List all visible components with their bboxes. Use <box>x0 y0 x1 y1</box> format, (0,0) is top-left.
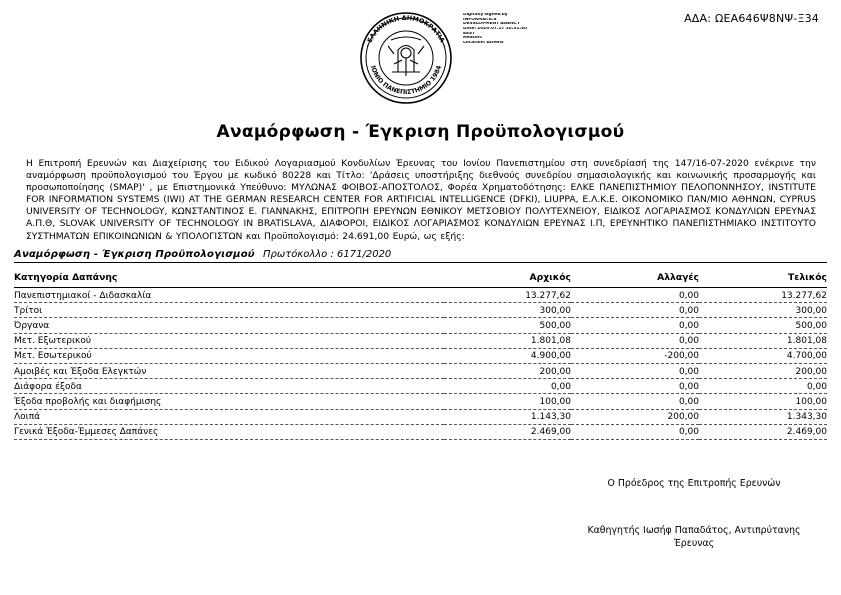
table-cell-category: Αμοιβές και Έξοδα Ελεγκτών <box>14 363 444 378</box>
table-cell-change: 200,00 <box>571 409 699 424</box>
table-row <box>14 288 827 303</box>
table-cell-change: 0,00 <box>571 394 699 409</box>
table-cell-category: Όργανα <box>14 318 444 333</box>
column-header-change: Αλλαγές <box>571 271 699 288</box>
stamp-line-1: Digitally signed by <box>463 13 508 17</box>
table-cell-final: 0,00 <box>699 379 827 394</box>
table-row <box>14 333 827 348</box>
table-cell-initial: 500,00 <box>444 318 571 333</box>
section-title: Αναμόρφωση - Έγκριση Προϋπολογισμού <box>14 249 255 260</box>
signatory-name <box>560 524 828 550</box>
page-title: Αναμόρφωση - Έγκριση Προϋπολογισμού <box>216 122 625 142</box>
table-cell-final: 300,00 <box>699 303 827 318</box>
table-cell-category: Λοιπά <box>14 409 444 424</box>
table-cell-change: 0,00 <box>571 333 699 348</box>
table-row <box>14 409 827 424</box>
table-row <box>14 348 827 363</box>
stamp-line-5: EEST <box>463 31 475 36</box>
table-body <box>14 288 827 440</box>
section-header <box>14 249 827 263</box>
stamp-line-4: Date: 2020.07.17 10:31:30 <box>463 26 528 31</box>
table-cell-initial: 4.900,00 <box>444 348 571 363</box>
document-header <box>0 0 841 110</box>
svg-text:· ΕΛΛΗΝΙΚΗ ΔΗΜΟΚΡΑΤΙΑ ·: · ΕΛΛΗΝΙΚΗ ΔΗΜΟΚΡΑΤΙΑ · <box>363 13 449 49</box>
table-row <box>14 363 827 378</box>
column-header-final: Τελικός <box>699 271 827 288</box>
signatory-role: Ο Πρόεδρος της Επιτροπής Ερευνών <box>607 478 781 489</box>
university-seal-icon <box>358 10 454 106</box>
table-row <box>14 303 827 318</box>
table-cell-final: 100,00 <box>699 394 827 409</box>
table-cell-category: Τρίτοι <box>14 303 444 318</box>
table-cell-initial: 1.143,30 <box>444 409 571 424</box>
table-cell-category: Μετ. Εσωτερικού <box>14 348 444 363</box>
digital-signature-stamp <box>463 13 535 45</box>
table-cell-category: Γενικά Έξοδα-Έμμεσες Δαπάνες <box>14 424 444 439</box>
table-cell-change: 0,00 <box>571 424 699 439</box>
column-header-category: Κατηγορία Δαπάνης <box>14 271 444 288</box>
table-cell-category: Έξοδα προβολής και διαφήμισης <box>14 394 444 409</box>
table-cell-change: 0,00 <box>571 363 699 378</box>
table-cell-change: 0,00 <box>571 379 699 394</box>
table-cell-final: 500,00 <box>699 318 827 333</box>
signatory-name-line-1: Καθηγητής Ιωσήφ Παπαδάτος, Αντιπρύτανης <box>587 525 801 536</box>
table-cell-category: Πανεπιστημιακοί - Διδασκαλία <box>14 288 444 303</box>
section-protocol: Πρωτόκολλο : 6171/2020 <box>262 249 392 260</box>
table-cell-final: 4.700,00 <box>699 348 827 363</box>
table-cell-final: 2.469,00 <box>699 424 827 439</box>
table-header-row <box>14 271 827 288</box>
table-cell-change: 0,00 <box>571 318 699 333</box>
table-cell-category: Διάφορα έξοδα <box>14 379 444 394</box>
table-cell-final: 1.343,30 <box>699 409 827 424</box>
column-header-initial: Αρχικός <box>444 271 571 288</box>
body-paragraph: Η Επιτροπή Ερευνών και Διαχείρισης του Ειδικού Λογαριασμού Κονδυλίων Έρευνας του Ιονίου Πανεπιστημίου στη συνεδρίασή της 147/16-07-2020 ενέκρινε την αναμόρφωση προϋπολογισμού του Έργου με κωδικό 80228 και Τίτλο: 'Δράσεις υποστήριξης διεθνούς συνεδρίου σημασιολογικής και κοινωνικής προσαρμογής και προσωποποίησης (SMAP)' , με Επιστημονικά Υπεύθυνο: ΜΥΛΩΝΑΣ ΦΟΙΒΟΣ-ΑΠΟΣΤΟΛΟΣ, Φορέα Χρηματοδότησης: ΕΛΚΕ ΠΑΝΕΠΙΣΤΗΜΙΟΥ ΠΕΛΟΠΟΝΝΗΣΟΥ, INSTITUTE FOR INFORMATION SYSTEMS (IWI) AT THE GERMAN RESEARCH CENTER FOR ARTIFICIAL INTELLIGENCE (DFKI), LIUPPA, Ε.Λ.Κ.Ε. ΟΙΚΟΝΟΜΙΚΟ ΠΑΝ/ΜΙΟ ΑΘΗΝΩΝ, CYPRUS UNIVERSITY OF TECHNOLOGY, ΚΩΝΣΤΑΝΤΙΝΟΣ Ε. ΓΙΑΝΝΑΚΗΣ, ΕΠΙΤΡΟΠΗ ΕΡΕΥΝΩΝ ΕΘΝΙΚΟΥ ΜΕΤΣΟΒΙΟΥ ΠΟΛΥΤΕΧΝΕΙΟΥ, ΕΙΔΙΚΟΣ ΛΟΓΑΡΙΑΣΜΟΣ ΚΟΝΔΥΛΙΩΝ ΕΡΕΥΝΑΣ Α.Π.Θ, SLOVAK UNIVERSITY OF TECHNOLOGY IN BRATISLAVA, ΔΙΑΦΟΡΟΙ, ΕΙΔΙΚΟΣ ΛΟΓΑΡΙΑΣΜΟΣ ΚΟΝΔΥΛΙΩΝ ΕΡΕΥΝΑΣ Ι.Π, ΕΡΕΥΝΗΤΙΚΟ ΠΑΝΕΠΙΣΤΗΜΙΑΚΟ ΙΝΣΤΙΤΟΥΤΟ ΣΥΣΤΗΜΑΤΩΝ ΕΠΙΚΟΙΝΩΝΙΩΝ & ΥΠΟΛΟΓΙΣΤΩΝ και Προϋπολογισμό: 24.691,00 Ευρώ, ως εξής: <box>26 158 816 242</box>
table-cell-initial: 1.801,08 <box>444 333 571 348</box>
stamp-line-2: INFORMATICS <box>463 17 497 22</box>
signatory-name-line-2: Έρευνας <box>673 538 715 549</box>
table-cell-initial: 0,00 <box>444 379 571 394</box>
table-cell-category: Μετ. Εξωτερικού <box>14 333 444 348</box>
table-cell-initial: 300,00 <box>444 303 571 318</box>
budget-table <box>14 271 827 440</box>
table-cell-change: 0,00 <box>571 288 699 303</box>
stamp-line-6: Reason: <box>463 36 483 41</box>
table-cell-initial: 13.277,62 <box>444 288 571 303</box>
table-row <box>14 318 827 333</box>
table-cell-final: 1.801,08 <box>699 333 827 348</box>
stamp-line-3: DEVELOPMENT AGENCY <box>463 22 520 27</box>
ada-code: ΑΔΑ: ΩΕΑ646Ψ8ΝΨ-Ξ34 <box>684 12 819 25</box>
table-cell-change: -200,00 <box>571 348 699 363</box>
table-row <box>14 424 827 439</box>
table-cell-initial: 100,00 <box>444 394 571 409</box>
svg-text:ΙΟΝΙΟ ΠΑΝΕΠΙΣΤΗΜΙΟ 1984: ΙΟΝΙΟ ΠΑΝΕΠΙΣΤΗΜΙΟ 1984 <box>369 64 444 97</box>
table-row <box>14 394 827 409</box>
table-row <box>14 379 827 394</box>
table-cell-final: 200,00 <box>699 363 827 378</box>
table-cell-change: 0,00 <box>571 303 699 318</box>
stamp-line-7: Location: Athens <box>463 40 504 45</box>
table-cell-initial: 200,00 <box>444 363 571 378</box>
table-cell-final: 13.277,62 <box>699 288 827 303</box>
table-cell-initial: 2.469,00 <box>444 424 571 439</box>
